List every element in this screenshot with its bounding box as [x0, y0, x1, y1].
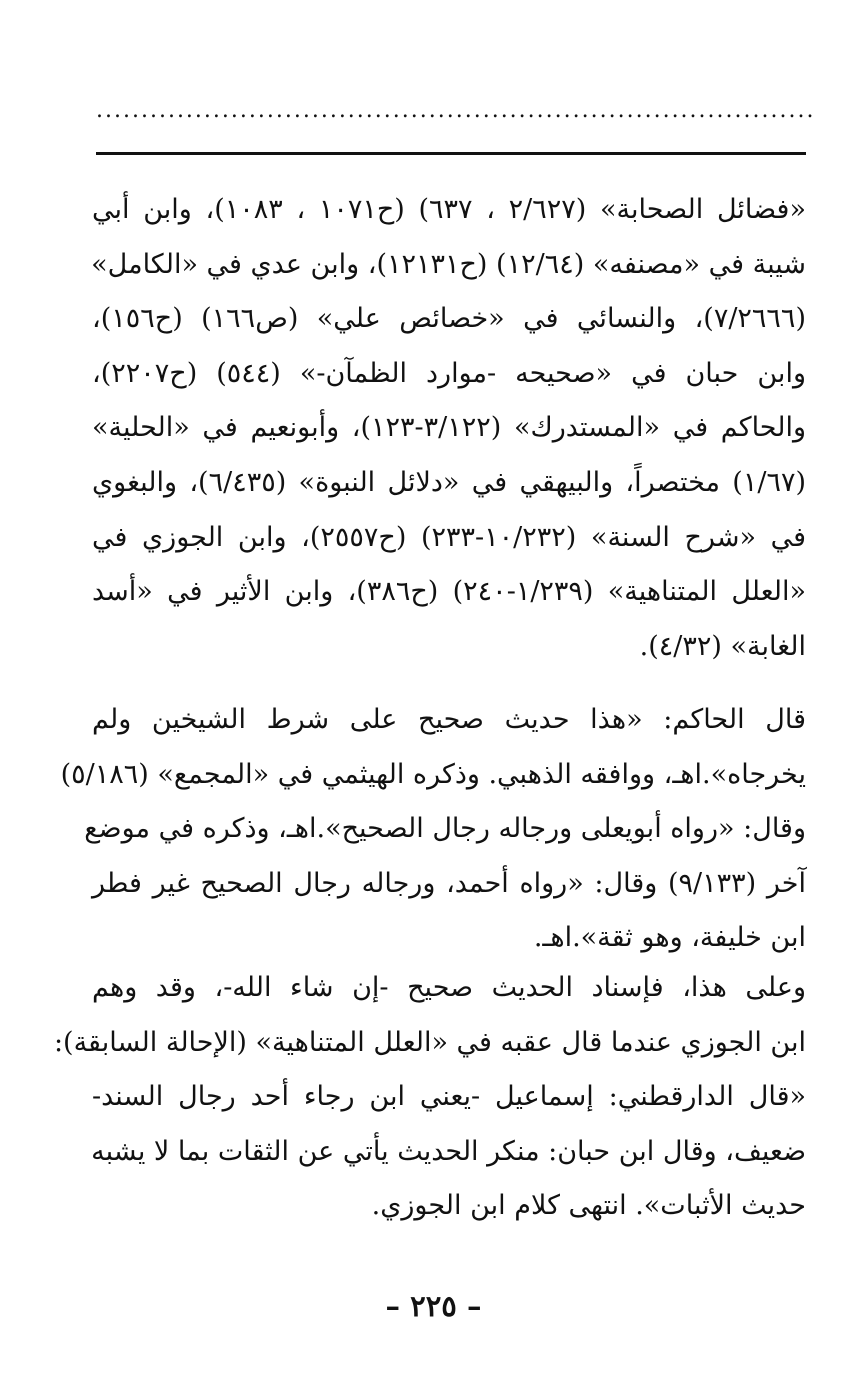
footnote-line: «العلل المتناهية» (١/٢٣٩-٢٤٠) (ح٣٨٦)، وابن الأثير في «أسد [92, 576, 806, 608]
paragraph-line: ابن الجوزي عندما قال عقبه في «العلل المتناهية» (الإحالة السابقة): [53, 1026, 806, 1058]
footnote-line: شيبة في «مصنفه» (١٢/٦٤) (ح١٢١٣١)، وابن عدي في «الكامل» [91, 248, 806, 280]
paragraph-line: حديث الأثبات». انتهى كلام ابن الجوزي. [371, 1190, 806, 1222]
footnote-line: الغابة» (٤/٣٢). [639, 630, 806, 662]
footnote-line: «فضائل الصحابة» (٢/٦٢٧ ، ٦٣٧) (ح١٠٧١ ، ١٠٨٣)، وابن أبي [92, 194, 806, 225]
paragraph-isnad [53, 961, 806, 1234]
paragraph-line: وعلى هذا، فإسناد الحديث صحيح -إن شاء الله-، وقد وهم [92, 972, 806, 1003]
paragraph-line: آخر (٩/١٣٣) وقال: «رواه أحمد، ورجاله رجال الصحيح غير فطر [92, 867, 806, 899]
paragraph-line: يخرجاه».اهـ، ووافقه الذهبي. وذكره الهيثمي في «المجمع» (٥/١٨٦) [60, 758, 806, 790]
footnote-line: (٧/٢٦٦٦)، والنسائي في «خصائص علي» (ص١٦٦) (ح١٥٦)، [92, 303, 806, 335]
paragraph-hakim [60, 693, 806, 966]
paragraph-line: ضعيف، وقال ابن حبان: منكر الحديث يأتي عن الثقات بما لا يشبه [91, 1135, 806, 1167]
paragraph-line: قال الحاكم: «هذا حديث صحيح على شرط الشيخين ولم [92, 704, 806, 735]
footnote-line: والحاكم في «المستدرك» (٣/١٢٢-١٢٣)، وأبونعيم في «الحلية» [92, 412, 806, 444]
footnote-continuation [92, 183, 806, 674]
footnote-rule [96, 152, 806, 155]
footnote-line: في «شرح السنة» (١٠/٢٣٢-٢٣٣) (ح٢٥٥٧)، وابن الجوزي في [92, 521, 806, 553]
dotted-separator: ................................................................................ [96, 98, 816, 123]
footnote-line: وابن حبان في «صحيحه -موارد الظمآن-» (٥٤٤) (ح٢٢٠٧)، [92, 357, 806, 389]
paragraph-line: «قال الدارقطني: إسماعيل -يعني ابن رجاء أحد رجال السند- [92, 1081, 806, 1113]
page-number: – ٢٢٥ – [385, 1289, 482, 1323]
paragraph-line: ابن خليفة، وهو ثقة».اهـ. [533, 922, 806, 954]
footnote-line: (١/٦٧) مختصراً، والبيهقي في «دلائل النبوة» (٦/٤٣٥)، والبغوي [92, 466, 807, 498]
paragraph-line: وقال: «رواه أبويعلى ورجاله رجال الصحيح».اهـ، وذكره في موضع [84, 813, 806, 845]
